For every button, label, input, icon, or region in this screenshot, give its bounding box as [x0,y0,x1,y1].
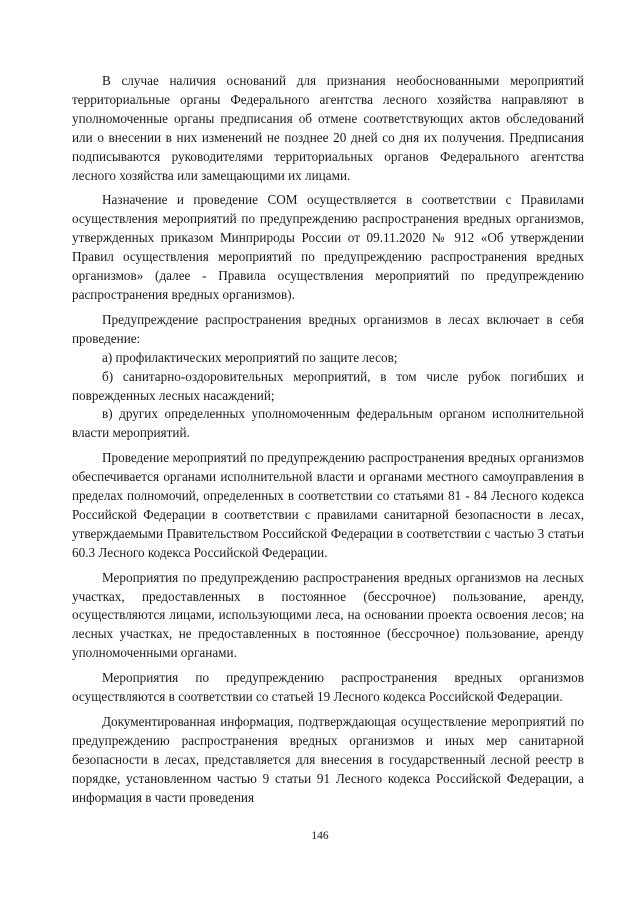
list-item: а) профилактических мероприятий по защите лесов; [102,349,398,365]
paragraph: Мероприятия по предупреждению распространения вредных организмов осуществляются в соответствии со статьей 19 Лесного кодекса Российской Федерации. [72,670,584,705]
list-item: в) других определенных уполномоченным федеральным органом исполнительной власти мероприятий. [72,406,584,441]
paragraph: В случае наличия оснований для признания необоснованными мероприятий территориальные органы Федерального агентства лесного хозяйства направляют в уполномоченные органы предписания об отмене соответствующих актов обследований или о внесении в них изменений не позднее 20 дней со дня их получения. Предписания подписываются руководителями территориальных органов Федерального агентства лесного хозяйства или замещающими их лицами. [72,73,584,183]
paragraph: Проведение мероприятий по предупреждению распространения вредных организмов обеспечивается органами исполнительной власти и органами местного самоуправления в пределах полномочий, определенных в соответствии со статьями 81 - 84 Лесного кодекса Российской Федерации в соответствии с правилами санитарной безопасности в лесах, утверждаемыми Правительством Российской Федерации в соответствии с частью 3 статьи 60.3 Лесного кодекса Российской Федерации. [72,450,584,560]
document-body [72,72,584,814]
paragraph: Документированная информация, подтверждающая осуществление мероприятий по предупреждению распространения вредных организмов и иных мер санитарной безопасности в лесах, представляется для внесения в государственный лесной реестр в порядке, установленном частью 9 статьи 91 Лесного кодекса Российской Федерации, а информация в части проведения [72,714,584,805]
paragraph: Назначение и проведение СОМ осуществляется в соответствии с Правилами осуществления мероприятий по предупреждению распространения вредных организмов, утвержденных приказом Минприроды России от 09.11.2020 № 912 «Об утверждении Правил осуществления мероприятий по предупреждению распространения вредных организмов» (далее - Правила осуществления мероприятий по предупреждению распространения вредных организмов). [72,192,584,302]
paragraph: Предупреждение распространения вредных организмов в лесах включает в себя проведение: [72,311,584,346]
paragraph: Мероприятия по предупреждению распространения вредных организмов на лесных участках, предоставленных в постоянное (бессрочное) пользование, аренду, осуществляются лицами, использующими леса, на основании проекта освоения лесов; на лесных участках, не предоставленных в постоянное (бессрочное) пользование, аренду уполномоченными органами. [72,569,584,661]
page-number: 146 [311,830,329,842]
list-item: б) санитарно-оздоровительных мероприятий, в том числе рубок погибших и поврежденных лесных насаждений; [72,368,584,403]
